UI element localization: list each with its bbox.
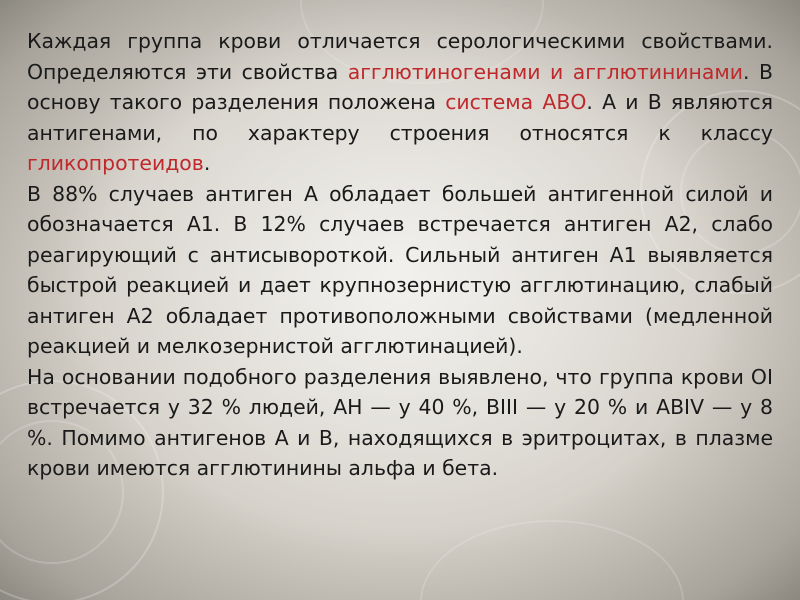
text-segment: . <box>203 151 211 175</box>
paragraph-antigen-a: В 88% случаев антиген А обладает большей антигенной силой и обозначается А1. В 12% случаев встречается антиген А2, слабо реагирующий с антисывороткой. Сильный антиген А1 выявляется быстрой реакцией и дает крупнозернистую агглютинацию, слабый антиген А2 обладает противоположными свойствами (медленной реакцией и мелкозернистой агглютинацией). <box>27 181 773 358</box>
highlight-agglutinogens: агглютиногенами и агглютининами <box>347 59 744 84</box>
text-segment: . В основу такого разделения положена <box>27 59 773 114</box>
paragraph-group-frequencies: На основании подобного разделения выявлено, что группа крови OI встречается у 32 % людей, АН — у 40 %, BIII — у 20 % и ABIV — у 8 %. Помимо антигенов А и В, находящихся в эритроцитах, в плазме крови имеются агглютинины альфа и бета. <box>27 364 773 480</box>
paragraph-serology <box>27 26 773 179</box>
highlight-abo-system: система АВО <box>445 90 587 114</box>
background-ornament <box>420 520 684 600</box>
text-segment: Каждая группа крови отличается серологическими свойствами. Определяются эти свойства <box>27 29 773 84</box>
slide-text-block <box>27 26 773 484</box>
highlight-glycoproteins: гликопротеидов <box>27 151 204 175</box>
text-segment: . А и В являются антигенами, по характеру строения относятся к классу <box>27 90 774 145</box>
